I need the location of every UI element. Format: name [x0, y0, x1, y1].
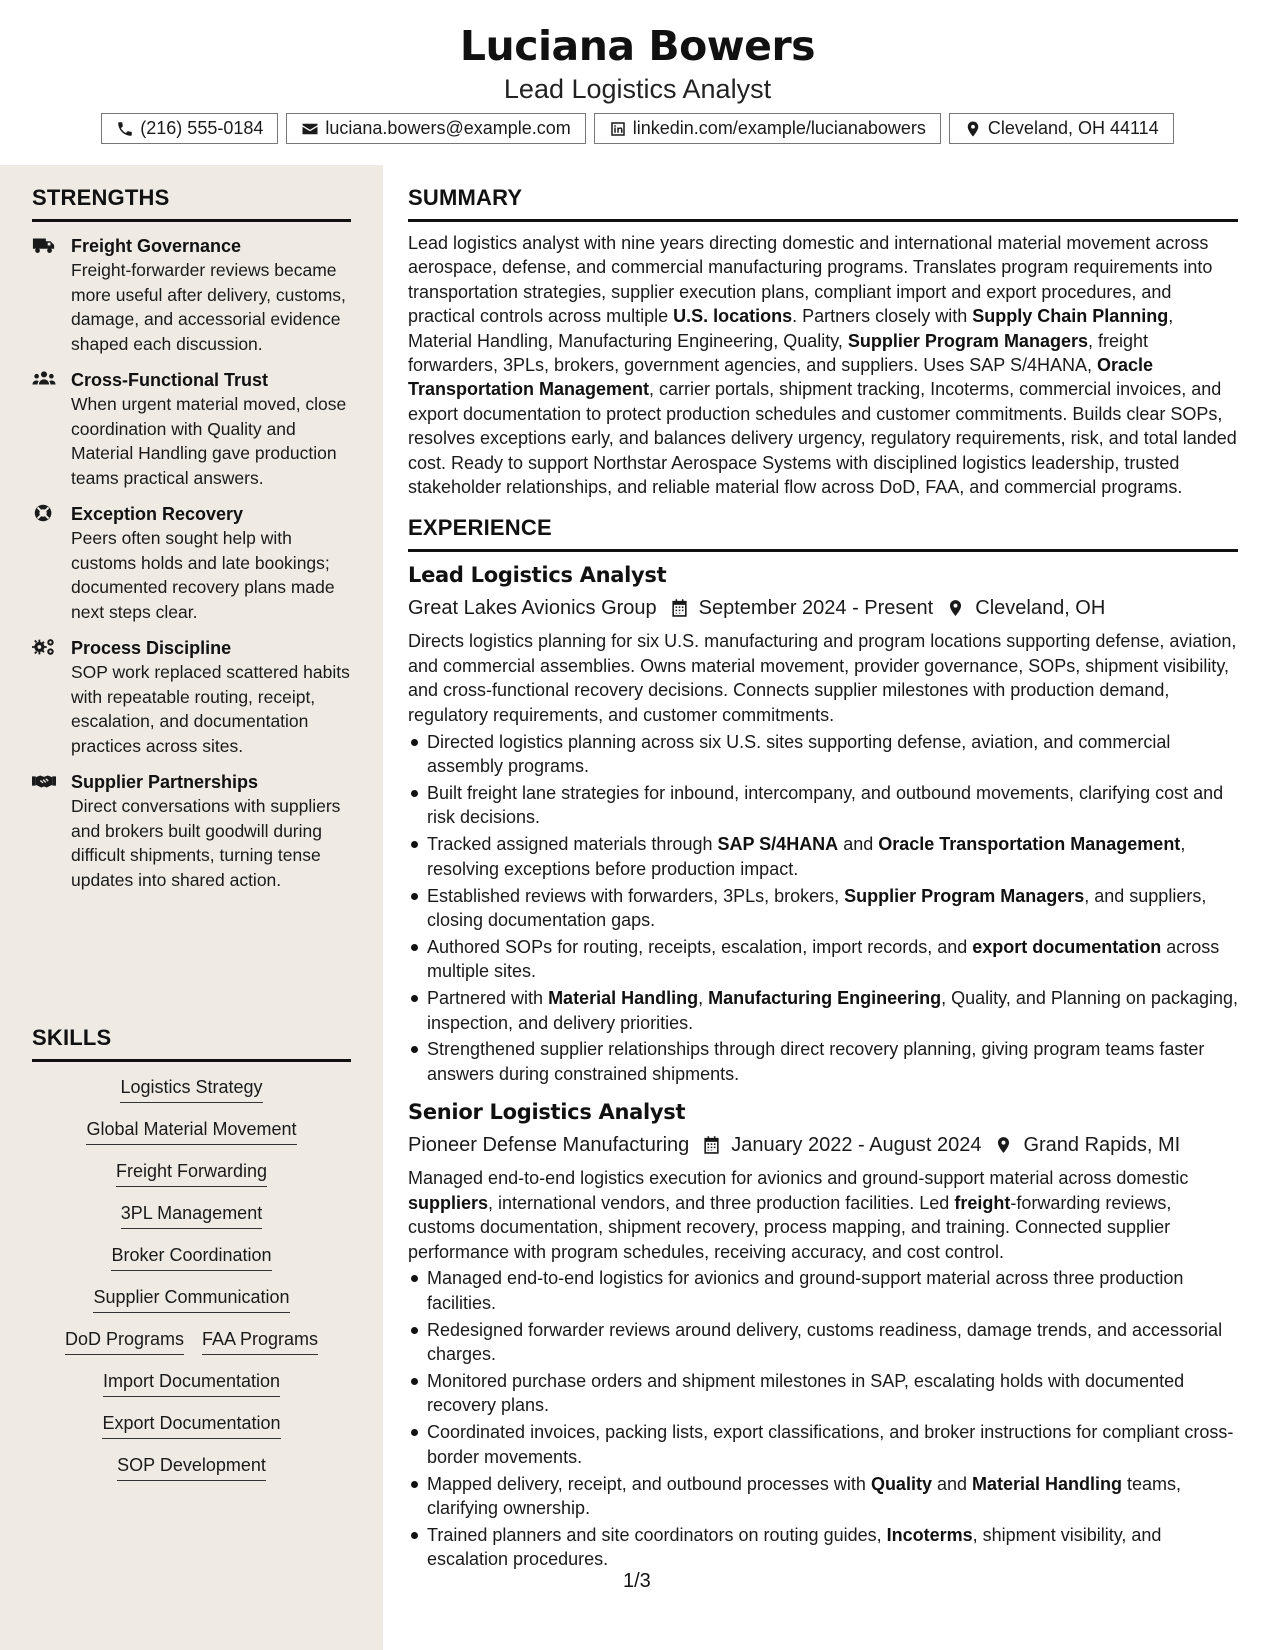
text-run: Managed end-to-end logistics for avionics and ground-support material across three production facilities. [427, 1268, 1184, 1313]
text-run: across multiple sites. [427, 936, 1220, 982]
bold-text: Supplier Program Managers [847, 330, 1088, 351]
calendar-icon [670, 598, 689, 618]
bold-text: Manufacturing Engineering [708, 988, 942, 1009]
text-run: Authored SOPs for routing, receipts, escalation, import records, and [427, 936, 973, 957]
strength-desc: When urgent material moved, close coordination with Quality and Material Handling gave production teams practical answers. [71, 394, 347, 488]
skill-list [32, 1076, 351, 1481]
strength-item [32, 770, 351, 892]
candidate-title: Lead Logistics Analyst [503, 74, 772, 104]
text-run: Monitored purchase orders and shipment milestones in SAP, escalating holds with documented recovery plans. [427, 1371, 1185, 1416]
skill-tag: Import Documentation [103, 1370, 280, 1397]
bold-text: Incoterms [886, 1524, 973, 1545]
text-run: , Material Handling, Manufacturing Engineering, Quality, [408, 306, 1174, 351]
skills-section [32, 1025, 351, 1481]
text-run: teams, clarifying ownership. [427, 1473, 1182, 1519]
linkedin-icon [609, 120, 627, 138]
skill-row [32, 1286, 351, 1313]
skill-row [32, 1454, 351, 1481]
candidate-name: Luciana Bowers [459, 22, 816, 70]
job-title: Senior Logistics Analyst [408, 1100, 686, 1125]
section-divider [32, 219, 351, 222]
contact-phone[interactable] [101, 113, 278, 144]
bold-text: Supply Chain Planning [972, 306, 1169, 327]
strength-item [32, 636, 351, 758]
bold-text: U.S. locations [673, 306, 793, 327]
strength-item [32, 234, 351, 356]
company-name: Pioneer Defense Manufacturing [408, 1134, 690, 1157]
text-run: , resolving exceptions before production impact. [427, 834, 1186, 879]
job-meta [408, 1129, 1238, 1161]
resume-header [0, 0, 1275, 165]
job-location: Cleveland, OH [975, 597, 1106, 620]
skill-tag: SOP Development [117, 1454, 266, 1481]
bold-text: Supplier Program Managers [844, 885, 1085, 906]
summary-text [408, 231, 1238, 499]
job-bullets [408, 730, 1238, 1087]
job-description [408, 1166, 1238, 1264]
job-title: Lead Logistics Analyst [408, 563, 667, 588]
skill-row [32, 1202, 351, 1229]
skills-heading: SKILLS [32, 1025, 112, 1050]
contact-email[interactable] [286, 113, 585, 144]
skill-row [32, 1118, 351, 1145]
text-run: Tracked assigned materials through [427, 834, 718, 855]
bold-text: Material Handling [548, 988, 699, 1009]
contact-bar [0, 113, 1275, 144]
bold-text: export documentation [972, 936, 1162, 957]
bullet-item [408, 781, 1238, 830]
handshake-icon [32, 771, 58, 793]
bold-text: freight [954, 1192, 1011, 1213]
skill-tag: FAA Programs [202, 1328, 318, 1355]
calendar-icon [702, 1135, 721, 1155]
text-run: , Quality, and Planning on packaging, inspection, and delivery priorities. [427, 988, 1238, 1033]
bold-text: Quality [870, 1473, 932, 1494]
text-run: Directs logistics planning for six U.S. manufacturing and program locations supporting defense, aviation, and commercial assemblies. Owns material movement, provider governance, SOPs, shipment visibility, and cross-functional recovery decisions. Connects supplier milestones with production demand, regulatory requirements, and customer commitments. [408, 631, 1237, 725]
skill-tag: 3PL Management [121, 1202, 262, 1229]
map-pin-icon [946, 598, 965, 618]
text-run: , and suppliers, closing documentation gaps. [427, 885, 1207, 930]
text-run: Mapped delivery, receipt, and outbound processes with [427, 1473, 871, 1494]
bullet-item [408, 1472, 1238, 1521]
text-run: -forwarding reviews, customs documentation, shipment recovery, process mapping, and training. Connected supplier performance with program schedules, receiving accuracy, and cost control. [408, 1192, 1172, 1262]
bold-text: Oracle Transportation Management [408, 355, 1154, 400]
bold-text: Material Handling [972, 1473, 1123, 1494]
skill-tag: Logistics Strategy [120, 1076, 262, 1103]
section-divider [408, 219, 1238, 222]
text-run: , shipment visibility, and escalation procedures. [427, 1524, 1162, 1570]
section-divider [32, 1059, 351, 1062]
text-run: Built freight lane strategies for inbound, intercompany, and outbound movements, clarifying cost and risk decisions. [427, 782, 1224, 828]
strengths-heading: STRENGTHS [32, 185, 170, 210]
bullet-item [408, 1037, 1238, 1086]
bullet-item [408, 1369, 1238, 1418]
strengths-section [32, 185, 351, 892]
skill-tag: Global Material Movement [86, 1118, 296, 1145]
map-pin-icon [994, 1135, 1013, 1155]
bold-text: SAP S/4HANA [717, 834, 839, 855]
map-pin-icon [964, 120, 982, 138]
text-run: Redesigned forwarder reviews around delivery, customs readiness, damage trends, and accessorial charges. [427, 1319, 1223, 1365]
text-run: Strengthened supplier relationships through direct recovery planning, giving program teams faster answers during constrained shipments. [427, 1039, 1205, 1084]
truck-icon [32, 235, 58, 257]
strength-item [32, 502, 351, 624]
text-run: . Partners closely with [792, 306, 973, 327]
summary-heading: SUMMARY [408, 185, 523, 210]
skill-row [32, 1160, 351, 1187]
skill-row [32, 1328, 351, 1355]
envelope-icon [301, 120, 319, 138]
job-entry [408, 560, 1238, 1086]
bullet-item [408, 935, 1238, 984]
contact-location [949, 113, 1174, 144]
bullet-item [408, 730, 1238, 779]
job-meta [408, 592, 1238, 624]
section-divider [408, 549, 1238, 552]
text-run: Managed end-to-end logistics execution for avionics and ground-support material across domestic [408, 1168, 1189, 1189]
text-run: and [931, 1473, 972, 1494]
sidebar [0, 165, 383, 1650]
job-dates: September 2024 - Present [698, 597, 934, 620]
skill-row [32, 1370, 351, 1397]
skill-row [32, 1412, 351, 1439]
bullet-item [408, 1523, 1238, 1572]
strength-title: Exception Recovery [71, 504, 244, 524]
phone-icon [116, 120, 134, 138]
skill-row [32, 1076, 351, 1103]
bullet-item [408, 1266, 1238, 1315]
strength-desc: Peers often sought help with customs holds and late bookings; documented recovery plans made next steps clear. [71, 528, 335, 622]
company-name: Great Lakes Avionics Group [408, 597, 657, 620]
text-run: , [698, 988, 709, 1009]
job-dates: January 2022 - August 2024 [731, 1134, 982, 1157]
skill-tag: DoD Programs [65, 1328, 184, 1355]
job-entry [408, 1097, 1238, 1572]
text-run: Directed logistics planning across six U.S. sites supporting defense, aviation, and commercial assembly programs. [427, 731, 1171, 776]
text-run: , international vendors, and three production facilities. Led [488, 1192, 955, 1213]
text-run: Established reviews with forwarders, 3PLs, brokers, [427, 885, 845, 906]
bold-text: suppliers [408, 1192, 489, 1213]
skill-tag: Export Documentation [102, 1412, 280, 1439]
text-run: , freight forwarders, 3PLs, brokers, government agencies, and suppliers. Uses SAP S/4HANA, [408, 330, 1149, 376]
bold-text: Oracle Transportation Management [878, 834, 1181, 855]
strength-desc: Direct conversations with suppliers and brokers built goodwill during difficult shipments, turning tense updates into shared action. [71, 796, 341, 890]
bullet-item [408, 1318, 1238, 1367]
job-bullets [408, 1266, 1238, 1571]
strength-desc: SOP work replaced scattered habits with repeatable routing, receipt, escalation, and documentation practices across sites. [71, 662, 350, 756]
strength-title: Supplier Partnerships [71, 772, 259, 792]
life-ring-icon [32, 503, 58, 525]
text-run: Coordinated invoices, packing lists, export classifications, and broker instructions for compliant cross-border movements. [427, 1422, 1234, 1467]
strength-title: Freight Governance [71, 236, 242, 256]
strength-desc: Freight-forwarder reviews became more useful after delivery, customs, damage, and accessorial evidence shaped each discussion. [71, 260, 346, 354]
bullet-item [408, 1420, 1238, 1469]
users-icon [32, 369, 58, 391]
skill-tag: Freight Forwarding [116, 1160, 267, 1187]
job-description [408, 629, 1238, 727]
text-run: Partnered with [427, 988, 549, 1009]
text-run: , carrier portals, shipment tracking, Incoterms, commercial invoices, and export documentation to protect production schedules and customer commitments. Builds clear SOPs, resolves exceptions early, and balances delivery urgency, regulatory requirements, risk, and total landed cost. Ready to support Northstar Aerospace Systems with disciplined logistics leadership, trusted stakeholder relationships, and reliable material flow across DoD, FAA, and commercial programs. [408, 379, 1237, 498]
bullet-item [408, 986, 1238, 1035]
email-text: luciana.bowers@example.com [325, 118, 571, 138]
bullet-item [408, 884, 1238, 933]
skill-tag: Supplier Communication [93, 1286, 289, 1313]
page-number: 1/3 [623, 1570, 651, 1592]
contact-linkedin[interactable] [594, 113, 941, 144]
experience-heading: EXPERIENCE [408, 515, 552, 541]
location-text: Cleveland, OH 44114 [987, 118, 1159, 138]
phone-text: (216) 555-0184 [140, 118, 264, 138]
gears-icon [32, 637, 58, 659]
main-content [408, 185, 1238, 1572]
bullet-item [408, 832, 1238, 881]
strength-title: Process Discipline [71, 638, 232, 658]
text-run: and [838, 834, 879, 855]
text-run: Lead logistics analyst with nine years directing domestic and international material movement across aerospace, defense, and commercial manufacturing programs. Translates program requirements into transportation strategies, supplier execution plans, compliant import and export procedures, and practical controls across multiple [408, 233, 1213, 327]
skill-tag: Broker Coordination [111, 1244, 271, 1271]
text-run: Trained planners and site coordinators on routing guides, [427, 1524, 887, 1545]
strength-item [32, 368, 351, 490]
linkedin-text: linkedin.com/example/lucianabowers [632, 118, 926, 138]
job-location: Grand Rapids, MI [1023, 1134, 1181, 1157]
skill-row [32, 1244, 351, 1271]
strength-title: Cross-Functional Trust [71, 370, 269, 390]
